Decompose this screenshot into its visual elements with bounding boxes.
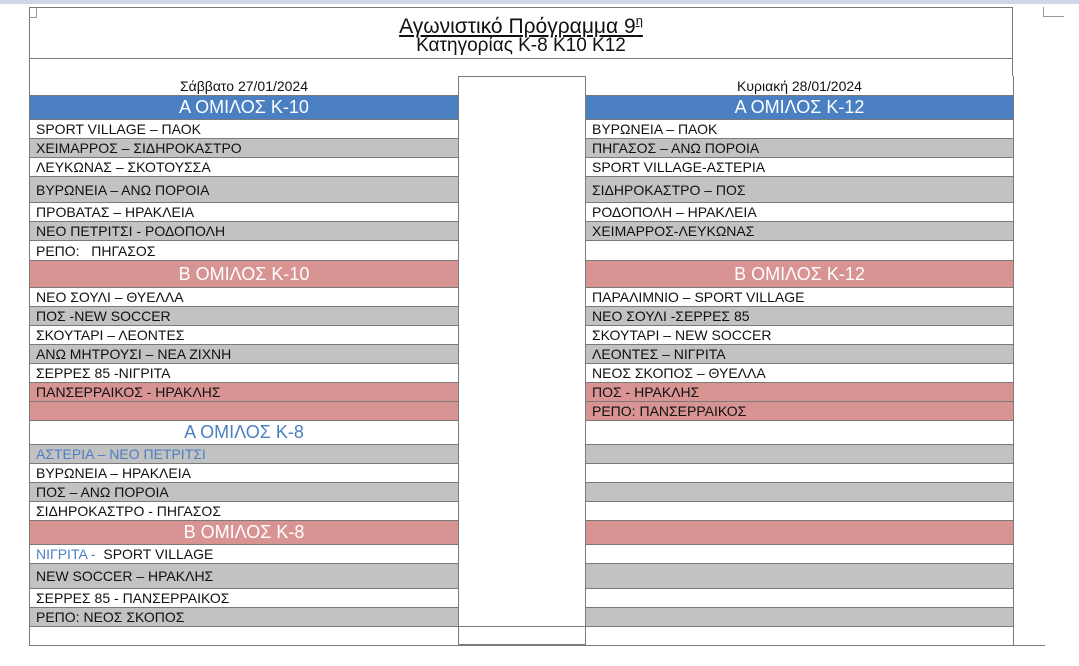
title-superscript: η bbox=[635, 13, 643, 28]
match-row: ΣΕΡΡΕΣ 85 - ΠΑΝΣΕΡΡΑΙΚΟΣ bbox=[30, 589, 458, 608]
match-row: ΝΕΟΣ ΣΚΟΠΟΣ – ΘΥΕΛΛΑ bbox=[586, 364, 1013, 383]
sunday-column bbox=[585, 76, 1014, 645]
match-row: ΧΕΙΜΑΡΡΟΣ – ΣΙΔΗΡΟΚΑΣΤΡΟ bbox=[30, 139, 458, 158]
match-row: ΡΟΔΟΠΟΛΗ – ΗΡΑΚΛΕΙΑ bbox=[586, 203, 1013, 222]
match-row: ΑΣΤΕΡΙΑ – ΝΕΟ ΠΕΤΡΙΤΣΙ bbox=[30, 445, 458, 464]
group-header-a-k8: Α ΟΜΙΛΟΣ Κ-8 bbox=[30, 421, 458, 445]
top-bar bbox=[0, 0, 1079, 4]
empty-row bbox=[586, 564, 1013, 589]
group-header-b-k8: Β ΟΜΙΛΟΣ Κ-8 bbox=[30, 521, 458, 545]
match-row: ΠΟΣ - ΗΡΑΚΛΗΣ bbox=[586, 383, 1013, 402]
page-subtitle: Κατηγορίας Κ-8 Κ10 Κ12 bbox=[416, 35, 626, 56]
match-row: ΠΟΣ – ΑΝΩ ΠΟΡΟΙΑ bbox=[30, 483, 458, 502]
empty-row bbox=[586, 589, 1013, 608]
empty-row bbox=[586, 502, 1013, 521]
empty-row bbox=[586, 445, 1013, 464]
match-row: ΠΗΓΑΣΟΣ – ΑΝΩ ΠΟΡΟΙΑ bbox=[586, 139, 1013, 158]
match-row: ΑΝΩ ΜΗΤΡΟΥΣΙ – ΝΕΑ ΖΙΧΝΗ bbox=[30, 345, 458, 364]
match-row: ΣΙΔΗΡΟΚΑΣΤΡΟ - ΠΗΓΑΣΟΣ bbox=[30, 502, 458, 521]
match-row: ΝΕΟ ΣΟΥΛΙ – ΘΥΕΛΛΑ bbox=[30, 288, 458, 307]
empty-row bbox=[586, 545, 1013, 564]
match-row: ΧΕΙΜΑΡΡΟΣ-ΛΕΥΚΩΝΑΣ bbox=[586, 222, 1013, 241]
empty-row bbox=[586, 608, 1013, 627]
empty-row bbox=[30, 627, 458, 645]
match-row: ΝΕΟ ΣΟΥΛΙ -ΣΕΡΡΕΣ 85 bbox=[586, 307, 1013, 326]
empty-row bbox=[586, 483, 1013, 502]
match-row: ΣΙΔΗΡΟΚΑΣΤΡΟ – ΠΟΣ bbox=[586, 177, 1013, 203]
match-row: NEW SOCCER – ΗΡΑΚΛΗΣ bbox=[30, 564, 458, 589]
rest-row bbox=[30, 241, 458, 261]
rest-row: ΡΕΠΟ: ΝΕΟΣ ΣΚΟΠΟΣ bbox=[30, 608, 458, 627]
match-row: ΠΑΝΣΕΡΡΑΙΚΟΣ - ΗΡΑΚΛΗΣ bbox=[30, 383, 458, 402]
title-text: Αγωνιστικό Πρόγραμμα 9 bbox=[399, 15, 636, 38]
saturday-date: Σάββατο 27/01/2024 bbox=[30, 76, 458, 96]
empty-row bbox=[30, 402, 458, 421]
match-row bbox=[30, 545, 458, 564]
empty-row bbox=[586, 627, 1013, 645]
divider-line bbox=[29, 58, 1013, 59]
sunday-date: Κυριακή 28/01/2024 bbox=[586, 76, 1013, 96]
match-row: ΒΥΡΩΝΕΙΑ – ΠΑΟΚ bbox=[586, 120, 1013, 139]
group-header-b-k12: Β ΟΜΙΛΟΣ Κ-12 bbox=[586, 261, 1013, 288]
match-row: ΣΚΟΥΤΑΡΙ – NEW SOCCER bbox=[586, 326, 1013, 345]
rest-text: ΡΕΠΟ: ΠΗΓΑΣΟΣ bbox=[36, 242, 156, 259]
match-row: ΒΥΡΩΝΕΙΑ – ΗΡΑΚΛΕΙΑ bbox=[30, 464, 458, 483]
match-row: ΠΑΡΑΛΙΜΝΙΟ – SPORT VILLAGE bbox=[586, 288, 1013, 307]
empty-row bbox=[586, 421, 1013, 445]
match-team-away: SPORT VILLAGE bbox=[103, 546, 214, 562]
match-row: SPORT VILLAGE-ΑΣΤΕΡΙΑ bbox=[586, 158, 1013, 177]
match-row: ΛΕΥΚΩΝΑΣ – ΣΚΟΤΟΥΣΣΑ bbox=[30, 158, 458, 177]
group-header-a-k12: Α ΟΜΙΛΟΣ Κ-12 bbox=[586, 96, 1013, 120]
match-row: ΒΥΡΩΝΕΙΑ – ΑΝΩ ΠΟΡΟΙΑ bbox=[30, 177, 458, 203]
match-row: ΛΕΟΝΤΕΣ – ΝΙΓΡΙΤΑ bbox=[586, 345, 1013, 364]
group-header-a-k10: Α ΟΜΙΛΟΣ Κ-10 bbox=[30, 96, 458, 120]
match-row: ΠΟΣ -NEW SOCCER bbox=[30, 307, 458, 326]
match-team-home: ΝΙΓΡΙΤΑ - bbox=[36, 546, 104, 562]
match-row: ΣΕΡΡΕΣ 85 -ΝΙΓΡΙΤΑ bbox=[30, 364, 458, 383]
match-row: ΣΚΟΥΤΑΡΙ – ΛΕΟΝΤΕΣ bbox=[30, 326, 458, 345]
empty-row bbox=[586, 521, 1013, 545]
group-header-b-k10: Β ΟΜΙΛΟΣ Κ-10 bbox=[30, 261, 458, 288]
bottom-line bbox=[29, 645, 1045, 646]
empty-row bbox=[586, 464, 1013, 483]
divider-line bbox=[458, 626, 585, 627]
match-row: SPORT VILLAGE – ΠΑΟΚ bbox=[30, 120, 458, 139]
empty-row bbox=[586, 241, 1013, 261]
saturday-column bbox=[29, 76, 459, 645]
rest-row: ΡΕΠΟ: ΠΑΝΣΕΡΡΑΙΚΟΣ bbox=[586, 402, 1013, 421]
match-row: ΠΡΟΒΑΤΑΣ – ΗΡΑΚΛΕΙΑ bbox=[30, 203, 458, 222]
corner-mark-top-right bbox=[1043, 7, 1064, 17]
match-row: ΝΕΟ ΠΕΤΡΙΤΣΙ - ΡΟΔΟΠΟΛΗ bbox=[30, 222, 458, 241]
